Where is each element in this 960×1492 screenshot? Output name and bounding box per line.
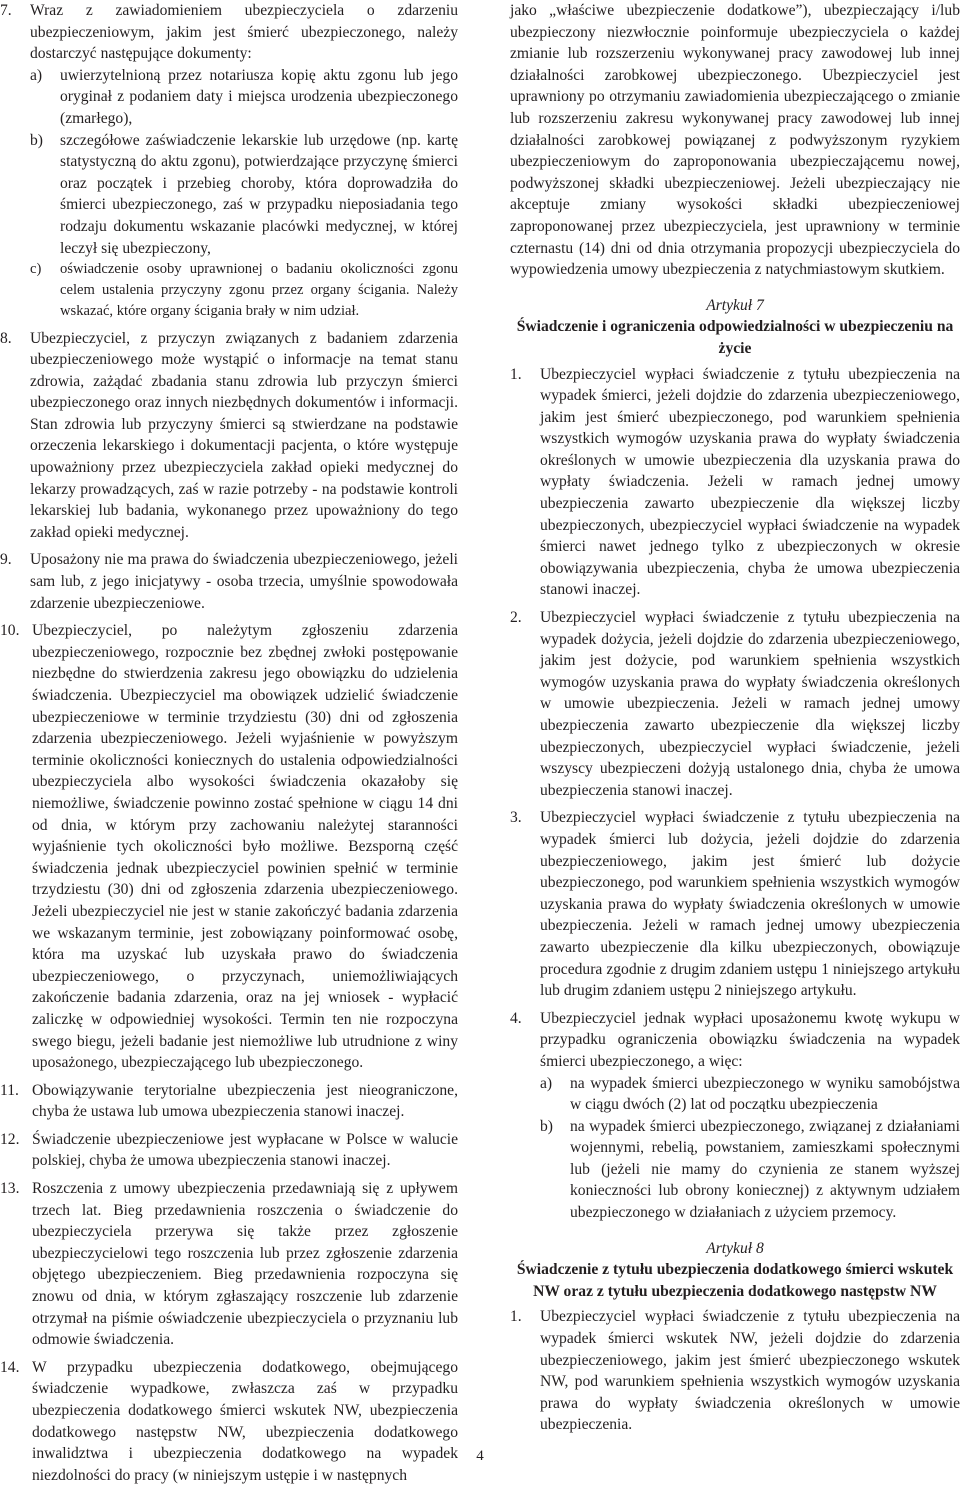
clause-9 [0, 549, 458, 614]
subpoint-b [30, 130, 458, 260]
clause-7 [0, 0, 458, 322]
clause-number: 4. [510, 1009, 522, 1027]
subpoint-text: na wypadek śmierci ubezpieczonego, związanej z działaniami wojennymi, rebelią, powstaniem, zamieszkami społecznymi lub (jeżeli nie mamy do czynienia ze stanem wyższej konieczności lub obrony koniecznej) z aktywnym udziałem ubezpieczonego w działaniach z użyciem przemocy. [570, 1117, 960, 1222]
clause-12 [0, 1129, 458, 1172]
clause-text: Ubezpieczyciel wypłaci świadczenie z tytułu ubezpieczenia na wypadek dożycia, jeżeli dojdzie do zdarzenia ubezpieczeniowego, jakim jest dożycie, pod warunkiem spełnienia wszystkich wymogów uzyskania prawa do wypłaty świadczenia określonych w umowie ubezpieczenia. Jeżeli w ramach jednej umowy ubezpieczenia zawarto ubezpieczenie dla większej liczby ubezpieczonych, ubezpieczyciel wypłaci świadczenie, jeżeli wszyscy ubezpieczeni dożyją ustalonego dnia, chyba że umowa ubezpieczenia stanowi inaczej. [540, 609, 960, 799]
article-8-heading [510, 1238, 960, 1303]
article-7-clause-1 [510, 364, 960, 602]
clause-text: Ubezpieczyciel jednak wypłaci uposażonemu kwotę wykupu w przypadku ograniczenia obowiązku świadczenia na wypadek śmierci ubezpieczonego, a więc: [540, 1009, 960, 1070]
clause-text: Obowiązywanie terytorialne ubezpieczenia jest nieograniczone, chyba że ustawa lub umowa ubezpieczenia stanowi inaczej. [32, 1081, 458, 1121]
right-column [510, 0, 960, 1442]
article-8-clause-1 [510, 1306, 960, 1436]
subpoint-label: a) [540, 1074, 553, 1092]
clause-text: Uposażony nie ma prawa do świadczenia ubezpieczeniowego, jeżeli sam lub, z jego inicjatywy - osoba trzecia, umyślnie spowodowała zdarzenie ubezpieczeniowe. [30, 551, 458, 612]
article-7-heading [510, 295, 960, 360]
subpoint-text: na wypadek śmierci ubezpieczonego w wyniku samobójstwa w ciągu dwóch (2) lat od początku ubezpieczenia [570, 1074, 960, 1114]
subpoint-label: b) [30, 131, 43, 149]
clause-11 [0, 1080, 458, 1123]
clause-13 [0, 1178, 458, 1351]
clause-number: 11. [0, 1081, 19, 1099]
article-title: Świadczenie z tytułu ubezpieczenia dodatkowego śmierci wskutek NW oraz z tytułu ubezpieczenia dodatkowego następstw NW [516, 1261, 954, 1300]
clause-10 [0, 620, 458, 1073]
subpoint-label: a) [30, 66, 43, 84]
subpoint-a [30, 65, 458, 130]
clause-text: Ubezpieczyciel wypłaci świadczenie z tytułu ubezpieczenia na wypadek śmierci, jeżeli dojdzie do zdarzenia ubezpieczeniowego, jakim jest śmierć ubezpieczonego, pod warunkiem spełnienia wszystkich wymogów uzyskania prawa do wypłaty świadczenia określonych w umowie ubezpieczenia dla uzyskania prawa do wypłaty świadczenia. Jeżeli w ramach jednej umowy ubezpieczenia zawarto ubezpieczenie dla większej liczby ubezpieczonych, ubezpieczyciel wypłaci świadczenie na wypadek śmierci nawet jednego tylko z ubezpieczonych w okresie obowiązywania ubezpieczenia, chyba że umowa ubezpieczenia stanowi inaczej. [540, 365, 960, 599]
subpoint-a [540, 1073, 960, 1116]
subpoint-label: b) [540, 1117, 553, 1135]
clause-number: 9. [0, 551, 12, 569]
clause-14 [0, 1357, 458, 1487]
subpoint-b [540, 1116, 960, 1224]
clause-text: W przypadku ubezpieczenia dodatkowego, obejmującego świadczenie wypadkowe, zwłaszcza zaś w przypadku ubezpieczenia dodatkowego śmierci wskutek NW, ubezpieczenia dodatkowego następstw NW, ubezpieczenia dodatkowego inwalidztwa i ubezpieczenia dodatkowego na wypadek niezdolności do pracy (w niniejszym ustępie i w następnych [32, 1358, 458, 1484]
clause-number: 12. [0, 1130, 20, 1148]
clause-number: 1. [510, 365, 522, 383]
clause-number: 3. [510, 809, 522, 827]
article-label: Artykuł 8 [706, 1239, 764, 1257]
page-number: 4 [476, 1448, 484, 1464]
clause-text: Ubezpieczyciel, z przyczyn związanych z badaniem zdarzenia ubezpieczeniowego może wystąpić o informacje na temat stanu zdrowia, zażądać zbadania stanu zdrowia lub przyczyn śmierci ubezpieczonego oraz innych niezbędnych dokumentów i informacji. Stan zdrowia lub przyczyny śmierci są stwierdzane na podstawie orzeczenia lekarskiego i dokumentacji pacjenta, o które występuje upoważniony przez ubezpieczyciela zakład opieki medycznej do lekarzy prowadzących, zaś w razie potrzeby - na podstawie kontroli lekarskiej lub badania, wykonanego przez upoważniony do tego zakład opieki medycznej. [30, 329, 458, 541]
subpoint-text: szczegółowe zaświadczenie lekarskie lub urzędowe (np. kartę statystyczną do aktu zgonu), potwierdzające przyczynę śmierci oraz początek i przebieg choroby, która doprowadziła do śmierci ubezpieczonego, zaś w przypadku nieposiadania tego rodzaju dokumentu wskazanie placówki medycznej, w której leczył się ubezpieczony, [60, 131, 458, 257]
clause-number: 8. [0, 329, 12, 347]
clause-text: Roszczenia z umowy ubezpieczenia przedawniają się z upływem trzech lat. Bieg przedawnienia roszczenia o świadczenie do ubezpieczyciela przerywa się także przez zgłoszenie ubezpieczycielowi tego roszczenia lub przez zgłoszenie zdarzenia objętego ubezpieczeniem. Bieg przedawnienia rozpoczyna się znowu od dnia, w którym zgłaszający roszczenie lub zdarzenie otrzymał na piśmie oświadczenie ubezpieczyciela o przyznaniu lub odmowie świadczenia. [32, 1180, 458, 1349]
subpoint-text: uwierzytelnioną przez notariusza kopię aktu zgonu lub jego oryginał z podaniem daty i miejsca urodzenia ubezpieczonego (zmarłego), [60, 66, 458, 127]
clause-text: Ubezpieczyciel wypłaci świadczenie z tytułu ubezpieczenia na wypadek śmierci lub dożycia, jeżeli dojdzie do zdarzenia ubezpieczeniowego, jakim jest śmierć lub dożycie ubezpieczonego, pod warunkiem spełnienia wszystkich wymogów uzyskania prawa do wypłaty świadczenia określonych w umowie ubezpieczenia. Jeżeli w ramach jednej umowy ubezpieczenia zawarto ubezpieczenie dla kilku ubezpieczonych, obowiązuje procedura zgodnie z drugim zdaniem ustępu 1 niniejszego artykułu lub drugim zdaniem ustępu 2 niniejszego artykułu. [540, 809, 960, 1000]
clause-number: 2. [510, 609, 522, 627]
clause-text: Wraz z zawiadomieniem ubezpieczyciela o zdarzeniu ubezpieczeniowym, jakim jest śmierć ubezpieczonego, należy dostarczyć następujące dokumenty: [30, 2, 458, 63]
clause-number: 13. [0, 1180, 20, 1198]
clause-number: 1. [510, 1308, 522, 1326]
subpoint-label: c) [30, 261, 42, 278]
clause-number: 10. [0, 622, 20, 640]
subpoint-text: oświadczenie osoby uprawnionej o badaniu okoliczności zgonu celem ustalenia przyczyny zgonu przez organy ścigania. Należy wskazać, które organy ścigania brały w nim udział. [60, 261, 458, 319]
clause-8 [0, 328, 458, 544]
clause-text: Ubezpieczyciel wypłaci świadczenie z tytułu ubezpieczenia na wypadek śmierci wskutek NW, jeżeli dojdzie do zdarzenia ubezpieczeniowego, jakim jest śmierć ubezpieczonego wskutek NW, pod warunkiem spełnienia wszystkich wymogów uzyskania prawa do wypłaty świadczenia określonych w umowie ubezpieczenia. [540, 1308, 960, 1434]
article-7-clause-4 [510, 1008, 960, 1224]
left-column [0, 0, 458, 1492]
article-7-clause-3 [510, 807, 960, 1001]
article-title: Świadczenie i ograniczenia odpowiedzialności w ubezpieczeniu na życie [516, 318, 954, 357]
clause-number: 14. [0, 1358, 20, 1376]
clause-text: Świadczenie ubezpieczeniowe jest wypłacane w Polsce w walucie polskiej, chyba że umowa ubezpieczenia stanowi inaczej. [32, 1130, 458, 1170]
article-label: Artykuł 7 [706, 296, 764, 314]
article-7-clause-2 [510, 607, 960, 801]
subpoint-c [30, 259, 458, 321]
clause-text: Ubezpieczyciel, po należytym zgłoszeniu zdarzenia ubezpieczeniowego, rozpocznie bez zbędnej zwłoki postępowanie niezbędne do stwierdzenia zakresu jego obowiązku do udzielenia świadczenia. Ubezpieczyciel ma obowiązek udzielić świadczenie ubezpieczeniowe w terminie trzydziestu (30) dni od zgłoszenia zdarzenia ubezpieczeniowego. Jeżeli wyjaśnienie w powyższym terminie okoliczności koniecznych do ustalenia odpowiedzialności ubezpieczyciela albo wysokości świadczenia okazałoby się niemożliwe, świadczenie powinno zostać spełnione w ciągu 14 dni od dnia, w którym przy zachowaniu należytej staranności wyjaśnienie tych okoliczności było możliwe. Bezsporną część świadczenia jednak ubezpieczyciel powinien spełnić w terminie trzydziestu (30) dni od zgłoszenia zdarzenia ubezpieczeniowego. Jeżeli ubezpieczyciel nie jest w stanie zakończyć badania zdarzenia we wskazanym terminie, jest zobowiązany poinformować osobę, która ma uzyskać lub uzyskała prawo do świadczenia ubezpieczeniowego, o przyczynach, uniemożliwiających zakończenie badania zdarzenia, oraz na jej wniosek - wypłacić zaliczkę w odpowiedniej wysokości. Termin ten nie rozpoczyna swego biegu, jeżeli badanie jest niemożliwe lub utrudnione z winy uposażonego, ubezpieczającego lub ubezpieczonego. [32, 622, 458, 1072]
clause-number: 7. [0, 2, 12, 19]
continuation-paragraph: jako „właściwe ubezpieczenie dodatkowe”), ubezpieczający i/lub ubezpieczony niezwłocznie poinformuje ubezpieczyciela o każdej zmianie lub rozszerzeniu wykonywanej pracy zawodowej lub innej działalności zarobkowej ubezpieczonego. Ubezpieczyciel jest uprawniony po otrzymaniu zawiadomienia ubezpieczającego o zmianie lub rozszerzeniu zakresu wykonywanej pracy zawodowej lub innej działalności zarobkowej powiązanej z podwyższonym ryzykiem ubezpieczeniowym do zaproponowania ubezpieczającemu nowej, podwyższonej składki ubezpieczeniowej. Jeżeli ubezpieczający nie akceptuje zmiany wysokości składki ubezpieczeniowej zaproponowanej przez ubezpieczyciela, jest uprawniony w terminie czternastu (14) dni od dnia otrzymania propozycji ubezpieczyciela do wypowiedzenia umowy ubezpieczenia z natychmiastowym skutkiem. [510, 2, 960, 279]
